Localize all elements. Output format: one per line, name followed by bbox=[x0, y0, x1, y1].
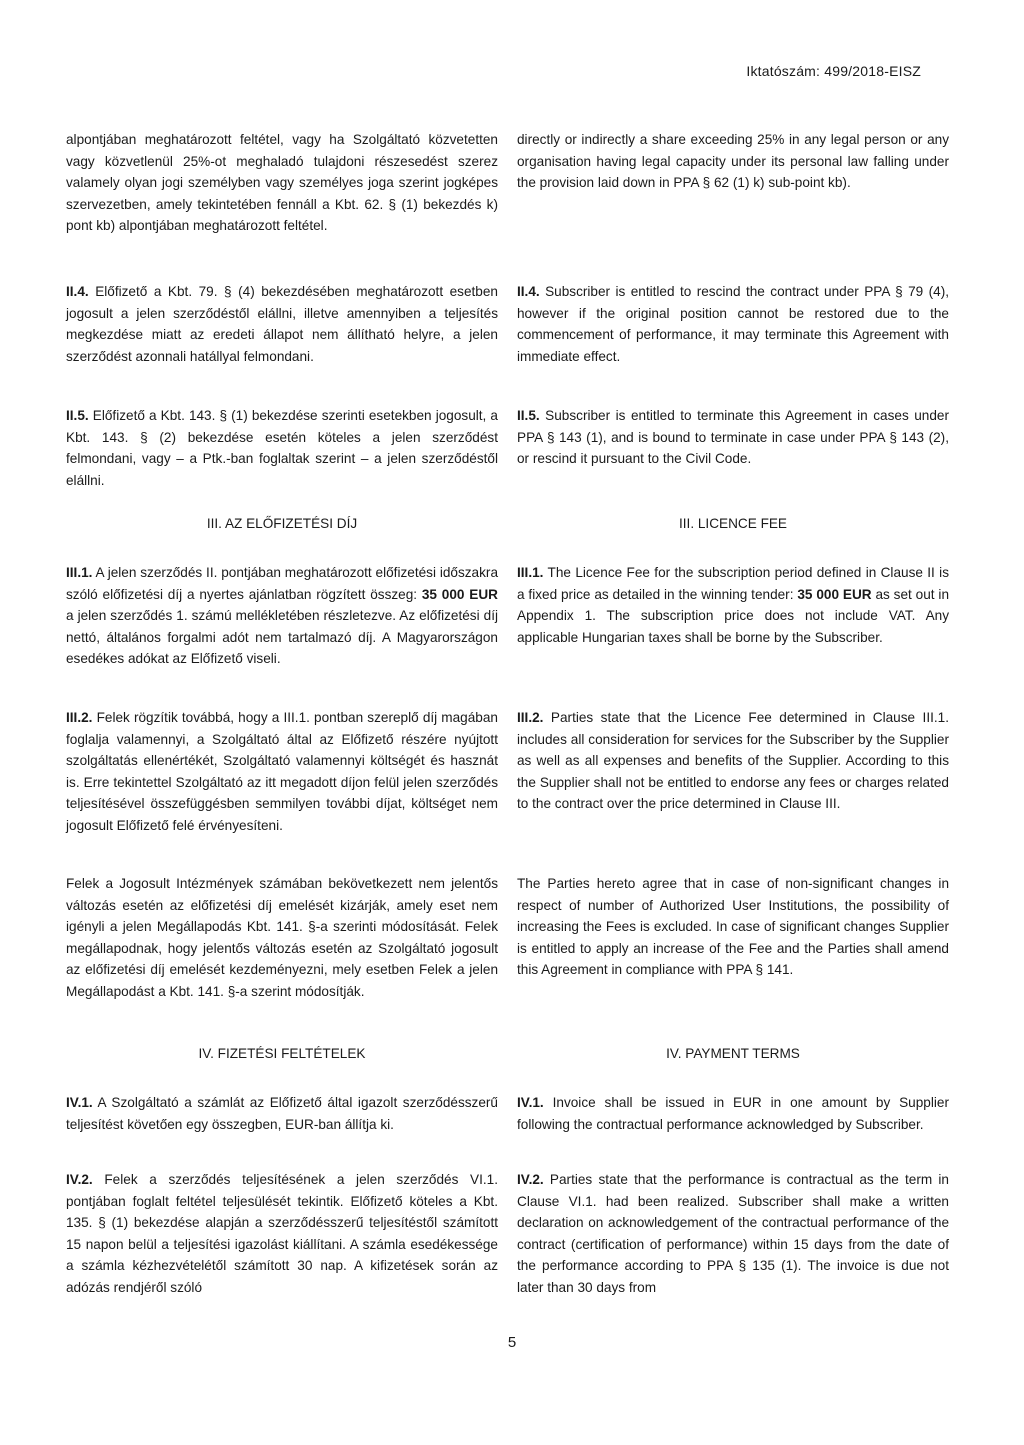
en-section-heading-3: III. LICENCE FEE bbox=[678, 516, 788, 531]
hu-intro-paragraph: alpontjában meghatározott feltétel, vagy ha Szolgáltató közvetetten vagy közvetlenül 25%-ot meghaladó tulajdoni részesedést szerez valamely olyan jogi személyben vagy személyes joga szerint jogképes szervezetben, amely tekintetében fennáll a Kbt. 62. § (1) bekezdés k) pont kb) alpontjában meghatározott feltétel. bbox=[66, 132, 498, 234]
clause-number: III.2. bbox=[517, 710, 544, 725]
hu-clause-4-1: IV.1. A Szolgáltató a számlát az Előfizető által igazolt szerződésszerű teljesítést követően egy összegben, EUR-ban állítja ki. bbox=[66, 1095, 498, 1132]
hu-clause-3-2: III.2. Felek rögzítik továbbá, hogy a III.1. pontban szereplő díj magában foglalja valamennyi, a Szolgáltató által az Előfizető részére nyújtott szolgáltatás ellenértékét, Szolgáltató valamennyi költségét és hasznát is. Erre tekintettel Szolgáltató az itt megadott díjon felül jelen szerződés teljesítésével összefüggésben semmilyen további díjat, költséget nem jogosult Előfizető felé érvényesíteni. bbox=[66, 710, 498, 833]
hu-clause-2-5: II.5. Előfizető a Kbt. 143. § (1) bekezdése szerinti esetekben jogosult, a Kbt. 143. § (2) bekezdése esetén köteles a jelen szerződést felmondani, vagy – a Ptk.-ban foglaltak szerint – a jelen szerződéstől elállni. bbox=[66, 408, 498, 488]
clause-number: II.5. bbox=[517, 408, 540, 423]
en-clause-4-2: IV.2. Parties state that the performance is contractual as the term in Clause VI.1. had been realized. Subscriber shall make a written declaration on acknowledgement of the contractual performance of the contract (certification of performance) within 15 days from the date of the performance according to PPA § 135 (1). The invoice is due not later than 30 days from bbox=[517, 1172, 949, 1295]
clause-number: IV.2. bbox=[66, 1172, 93, 1187]
hu-clause-2-4: II.4. Előfizető a Kbt. 79. § (4) bekezdésében meghatározott esetben jogosult a jelen szerződéstől elállni, illetve amennyiben a teljesítés megkezdése miatt az eredeti állapot nem állítható helyre, a jelen szerződést azonnali hatállyal felmondani. bbox=[66, 284, 498, 364]
clause-number: II.4. bbox=[517, 284, 540, 299]
en-clause-3-3: The Parties hereto agree that in case of non-significant changes in respect of number of Authorized User Institutions, the possibility of increasing the Fees is excluded. In case of significant changes Supplier is entitled to apply an increase of the Fee and the Parties shall amend this Agreement in compliance with PPA § 141. bbox=[517, 876, 949, 978]
clause-number: IV.1. bbox=[517, 1095, 544, 1110]
hu-clause-4-2: IV.2. Felek a szerződés teljesítésének a jelen szerződés VI.1. pontjában foglalt feltétel teljesülését tekintik. Előfizető köteles a Kbt. 135. § (1) bekezdése alapján a szerződésszerű teljesítéstől számított 15 napon belül a teljesítési igazolást kiállítani. A számla esedékessége a számla kézhezvételétől számított 30 nap. A kifizetések során az adózás rendjéről szóló bbox=[66, 1172, 498, 1295]
clause-number: III.1. bbox=[66, 565, 93, 580]
en-clause-3-1: III.1. The Licence Fee for the subscription period defined in Clause II is a fixed price as detailed in the winning tender: 35 000 EUR as set out in Appendix 1. The subscription price does not include VAT. Any applicable Hungarian taxes shall be borne by the Subscriber. bbox=[517, 565, 950, 645]
hu-section-heading-4: IV. FIZETÉSI FELTÉTELEK bbox=[198, 1046, 366, 1061]
hu-clause-3-3: Felek a Jogosult Intézmények számában bekövetkezett nem jelentős változás esetén az előfizetési díj emelését kizárják, amely eset nem igényli a jelen Megállapodás Kbt. 141. §-a szerinti módosítását. Felek megállapodnak, hogy jelentős változás esetén az Szolgáltató jogosult az előfizetési díj emelését kezdeményezni, mely esetben Felek a jelen Megállapodást a Kbt. 141. §-a szerint módosítják. bbox=[66, 876, 498, 999]
en-clause-3-2: III.2. Parties state that the Licence Fee determined in Clause III.1. includes all consideration for services for the Subscriber by the Supplier as well as all expenses and benefits of the Supplier. According to this the Supplier shall not be entitled to endorse any fees or charges related to the contract over the price determined in Clause III. bbox=[517, 710, 949, 812]
en-clause-2-4: II.4. Subscriber is entitled to rescind the contract under PPA § 79 (4), however if the original position cannot be restored due to the commencement of performance, it may terminate this Agreement with immediate effect. bbox=[517, 284, 949, 364]
en-section-heading-4: IV. PAYMENT TERMS bbox=[666, 1046, 800, 1061]
en-clause-2-5: II.5. Subscriber is entitled to terminate this Agreement in cases under PPA § 143 (1), and is bound to terminate in case under PPA § 143 (2), or rescind it pursuant to the Civil Code. bbox=[517, 408, 949, 467]
en-intro-paragraph: directly or indirectly a share exceeding 25% in any legal person or any organisation having legal capacity under its personal law falling under the provision laid down in PPA § 62 (1) k) sub-point kb). bbox=[517, 132, 949, 191]
hu-clause-3-1: III.1. A jelen szerződés II. pontjában meghatározott előfizetési időszakra szóló előfizetési díj a nyertes ajánlatban rögzített összeg: 35 000 EUR a jelen szerződés 1. számú mellékletében részletezve. Az előfizetési díj nettó, általános forgalmi adót nem tartalmazó díj. A Magyarországon esedékes adókat az Előfizető viseli. bbox=[66, 565, 498, 667]
clause-number: IV.2. bbox=[517, 1172, 544, 1187]
fee-amount: 35 000 EUR bbox=[421, 586, 498, 602]
clause-number: IV.1. bbox=[66, 1095, 93, 1110]
en-clause-4-1: IV.1. Invoice shall be issued in EUR in one amount by Supplier following the contractual performance acknowledged by Subscriber. bbox=[517, 1095, 949, 1132]
hu-section-heading-3: III. AZ ELŐFIZETÉSI DÍJ bbox=[206, 516, 358, 531]
reference-number: Iktatószám: 499/2018-EISZ bbox=[746, 63, 921, 79]
fee-amount: 35 000 EUR bbox=[797, 586, 872, 602]
clause-number: II.4. bbox=[66, 284, 89, 299]
clause-number: III.2. bbox=[66, 710, 93, 725]
clause-number: II.5. bbox=[66, 408, 89, 423]
clause-number: III.1. bbox=[517, 565, 544, 580]
page-number: 5 bbox=[507, 1334, 517, 1351]
